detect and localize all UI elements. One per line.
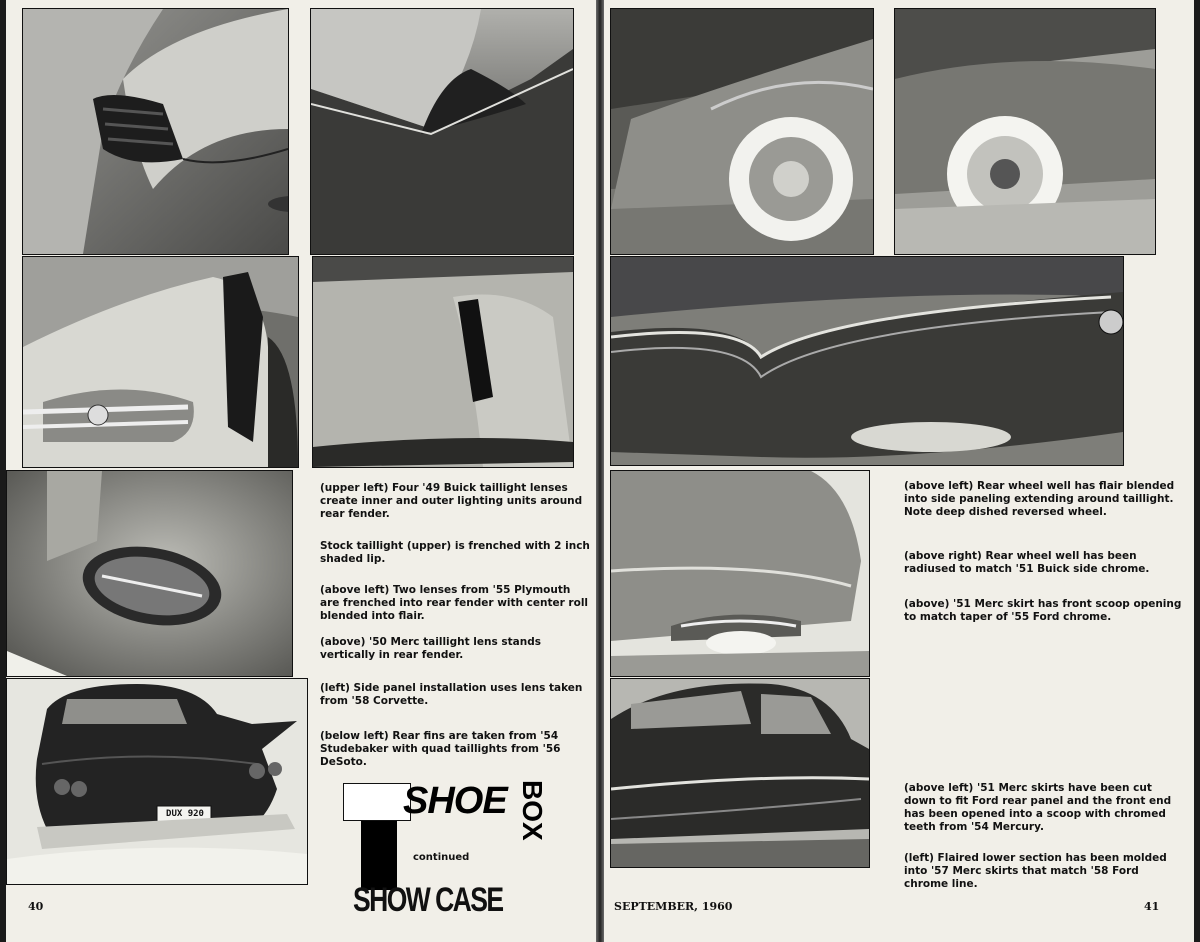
page-number-left: 40 — [28, 900, 44, 913]
photo-rear-fins-studebaker — [6, 678, 308, 885]
caption-above-left: (above left) Two lenses from '55 Plymouth are frenched into rear fender with center roll blended into flair. — [320, 584, 589, 622]
photo-rear-wheel-well-flair — [610, 8, 874, 255]
caption-wheel-radiused: (above right) Rear wheel well has been radiused to match '51 Buick side chrome. — [904, 550, 1150, 575]
logo-continued-text: continued — [413, 852, 470, 863]
caption-flaired-lower: (left) Flaired lower section has been molded into '57 Merc skirts that match '58 Ford chrome line. — [904, 852, 1167, 890]
caption-below-left: (below left) Rear fins are taken from '54 Studebaker with quad taillights from '56 DeSoto. — [320, 730, 561, 768]
photo-rear-wheel-radiused — [894, 8, 1156, 255]
caption-upper-left: (upper left) Four '49 Buick taillight lenses create inner and outer lighting units around rear fender. — [320, 482, 583, 520]
photo-stock-taillight-frenched — [310, 8, 574, 255]
caption-skirts-cut-down: (above left) '51 Merc skirts have been cut down to fit Ford rear panel and the front end has been opened into a scoop with chromed teeth from '54 Mercury. — [904, 782, 1172, 833]
right-page — [604, 0, 1194, 942]
logo-shoe-frame — [343, 783, 411, 821]
photo-plymouth-lenses — [22, 256, 299, 468]
page-number-right: 41 — [1144, 900, 1160, 913]
logo-shoe-text: SHOE — [403, 780, 507, 822]
caption-merc-skirt-scoop: (above) '51 Merc skirt has front scoop opening to match taper of '55 Ford chrome. — [904, 598, 1182, 623]
photo-flaired-lower-section — [610, 678, 870, 868]
spread-gutter — [596, 0, 604, 942]
logo-show-case-text: SHOW CASE — [353, 881, 503, 919]
license-plate-text: DUX 920 — [166, 809, 204, 819]
caption-stock-taillight: Stock taillight (upper) is frenched with 2 inch shaded lip. — [320, 540, 590, 565]
show-case-logo — [343, 780, 548, 930]
photo-merc-taillight-vertical — [312, 256, 574, 468]
photo-merc-skirt-scoop — [610, 256, 1124, 466]
caption-above: (above) '50 Merc taillight lens stands vertically in rear fender. — [320, 636, 542, 661]
page-folio-date: SEPTEMBER, 1960 — [614, 900, 733, 913]
photo-corvette-side-lens — [6, 470, 293, 677]
photo-merc-skirts-cut-down — [610, 470, 870, 677]
logo-box-text: BOX — [517, 780, 548, 841]
caption-left: (left) Side panel installation uses lens taken from '58 Corvette. — [320, 682, 583, 707]
photo-buick-taillight-lenses — [22, 8, 289, 255]
left-page — [6, 0, 596, 942]
caption-rear-wheel-flair: (above left) Rear wheel well has flair blended into side paneling extending around taillight. Note deep dished reversed wheel. — [904, 480, 1175, 518]
